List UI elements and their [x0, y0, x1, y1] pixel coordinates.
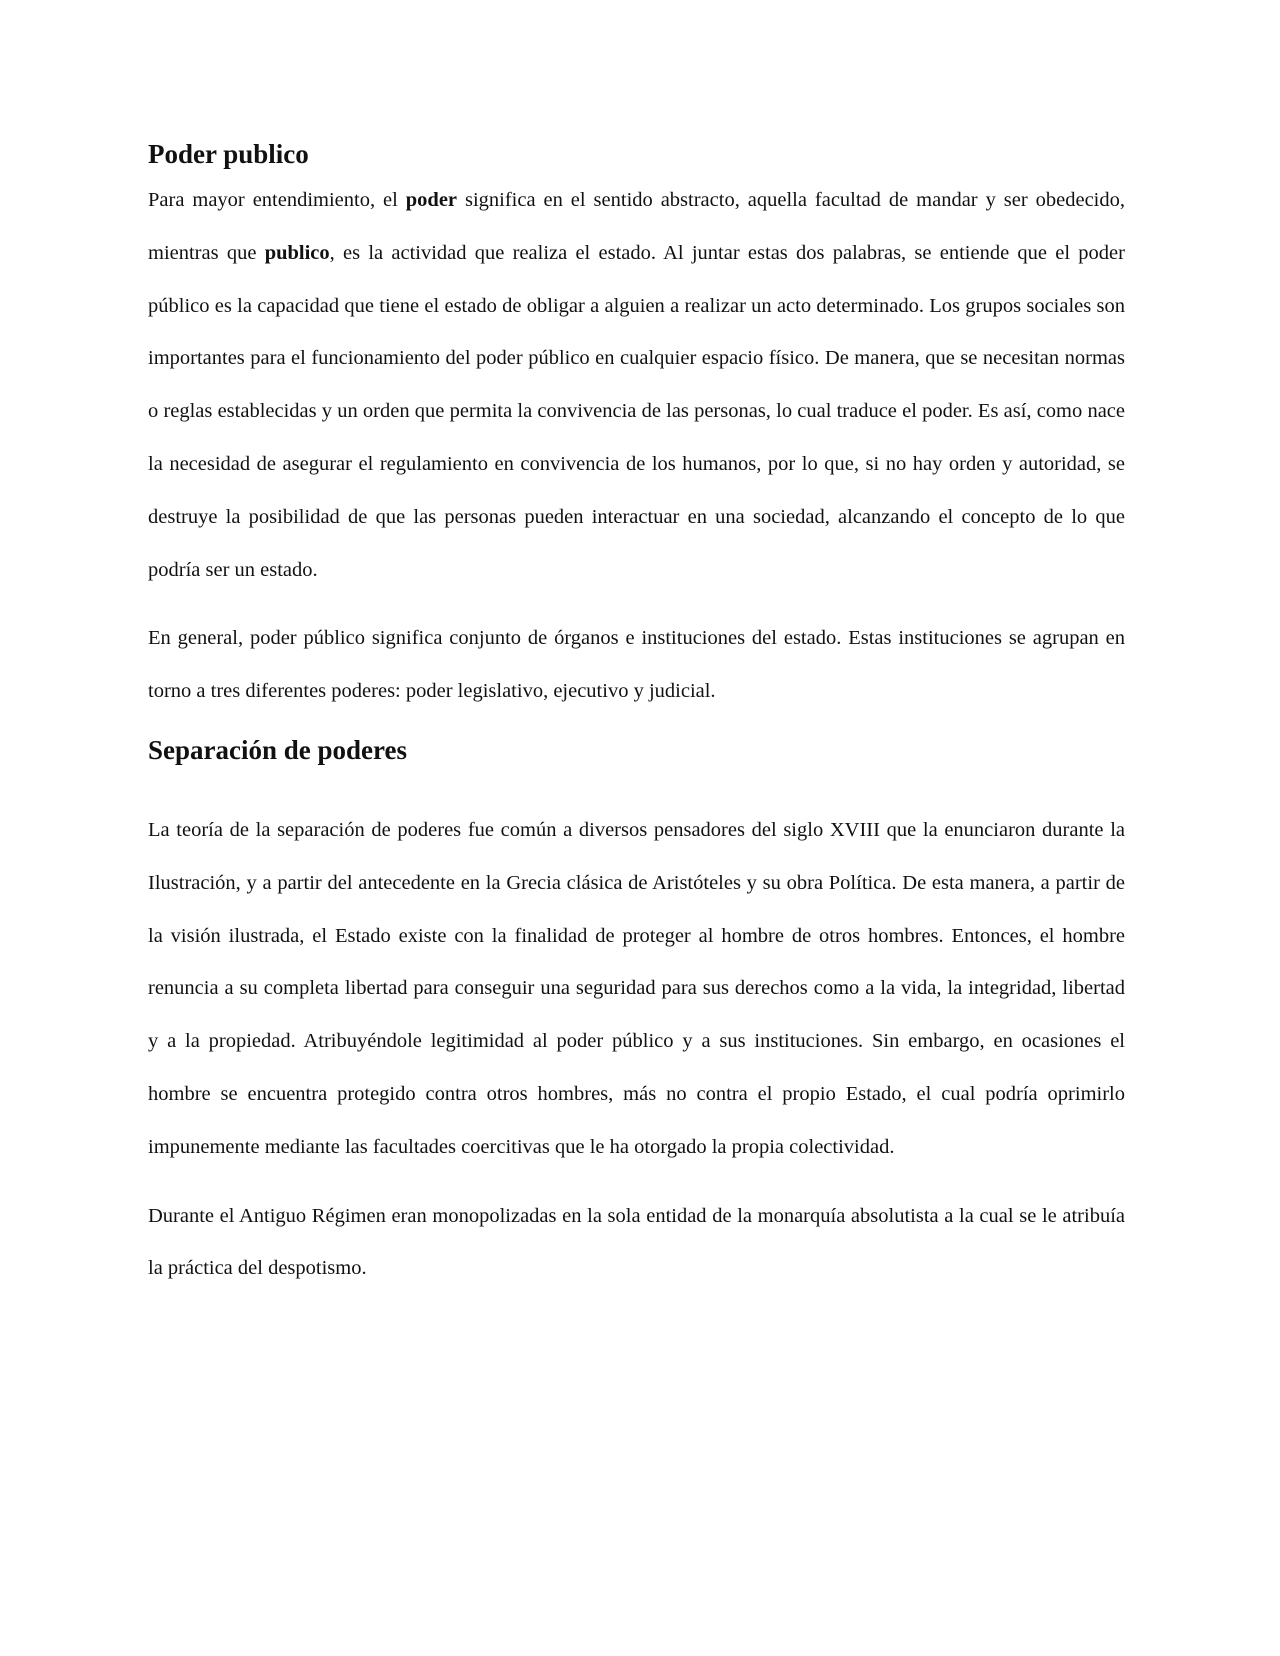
- paragraph-poder-definition: [148, 174, 1125, 596]
- section-heading-poder-publico: Poder publico: [148, 139, 309, 169]
- bold-term-poder: poder: [405, 189, 458, 211]
- section-heading-separacion: Separación de poderes: [148, 734, 408, 765]
- paragraph-text: Para mayor entendimiento, el: [148, 189, 406, 211]
- paragraph-text: significa en el sentido abstracto, aquella facultad de mandar y ser obedecido, mientras que: [148, 189, 1125, 264]
- document-body: [148, 138, 1125, 1311]
- paragraph-poder-publico-general: En general, poder público significa conjunto de órganos e instituciones del estado. Estas instituciones se agrupan en torno a tres diferentes poderes: poder legislativo, ejecutivo y judicial.: [148, 627, 1125, 703]
- paragraph-separacion-teoria: La teoría de la separación de poderes fue común a diversos pensadores del siglo XVIII que la enunciaron durante la Ilustración, y a partir del antecedente en la Grecia clásica de Aristóteles y su obra Política. De esta manera, a partir de la visión ilustrada, el Estado existe con la finalidad de proteger al hombre de otros hombres. Entonces, el hombre renuncia a su completa libertad para conseguir una seguridad para sus derechos como a la vida, la integridad, libertad y a la propiedad. Atribuyéndole legitimidad al poder público y a sus instituciones. Sin embargo, en ocasiones el hombre se encuentra protegido contra otros hombres, más no contra el propio Estado, el cual podría oprimirlo impunemente mediante las facultades coercitivas que le ha otorgado la propia colectividad.: [148, 818, 1125, 1158]
- paragraph-text: , es la actividad que realiza el estado. Al juntar estas dos palabras, se entiende que el poder público es la capacidad que tiene el estado de obligar a alguien a realizar un acto determinado. Los grupos sociales son importantes para el funcionamiento del poder público en cualquier espacio físico. De manera, que se necesitan normas o reglas establecidas y un orden que permita la convivencia de las personas, lo cual traduce el poder. Es así, como nace la necesidad de asegurar el regulamiento en convivencia de los humanos, por lo que, si no hay orden y autoridad, se destruye la posibilidad de que las personas pueden interactuar en una sociedad, alcanzando el concepto de lo que podría ser un estado.: [148, 241, 1125, 581]
- paragraph-antiguo-regimen: Durante el Antiguo Régimen eran monopolizadas en la sola entidad de la monarquía absolutista a la cual se le atribuía la práctica del despotismo.: [148, 1204, 1125, 1280]
- bold-term-publico: publico: [264, 241, 330, 264]
